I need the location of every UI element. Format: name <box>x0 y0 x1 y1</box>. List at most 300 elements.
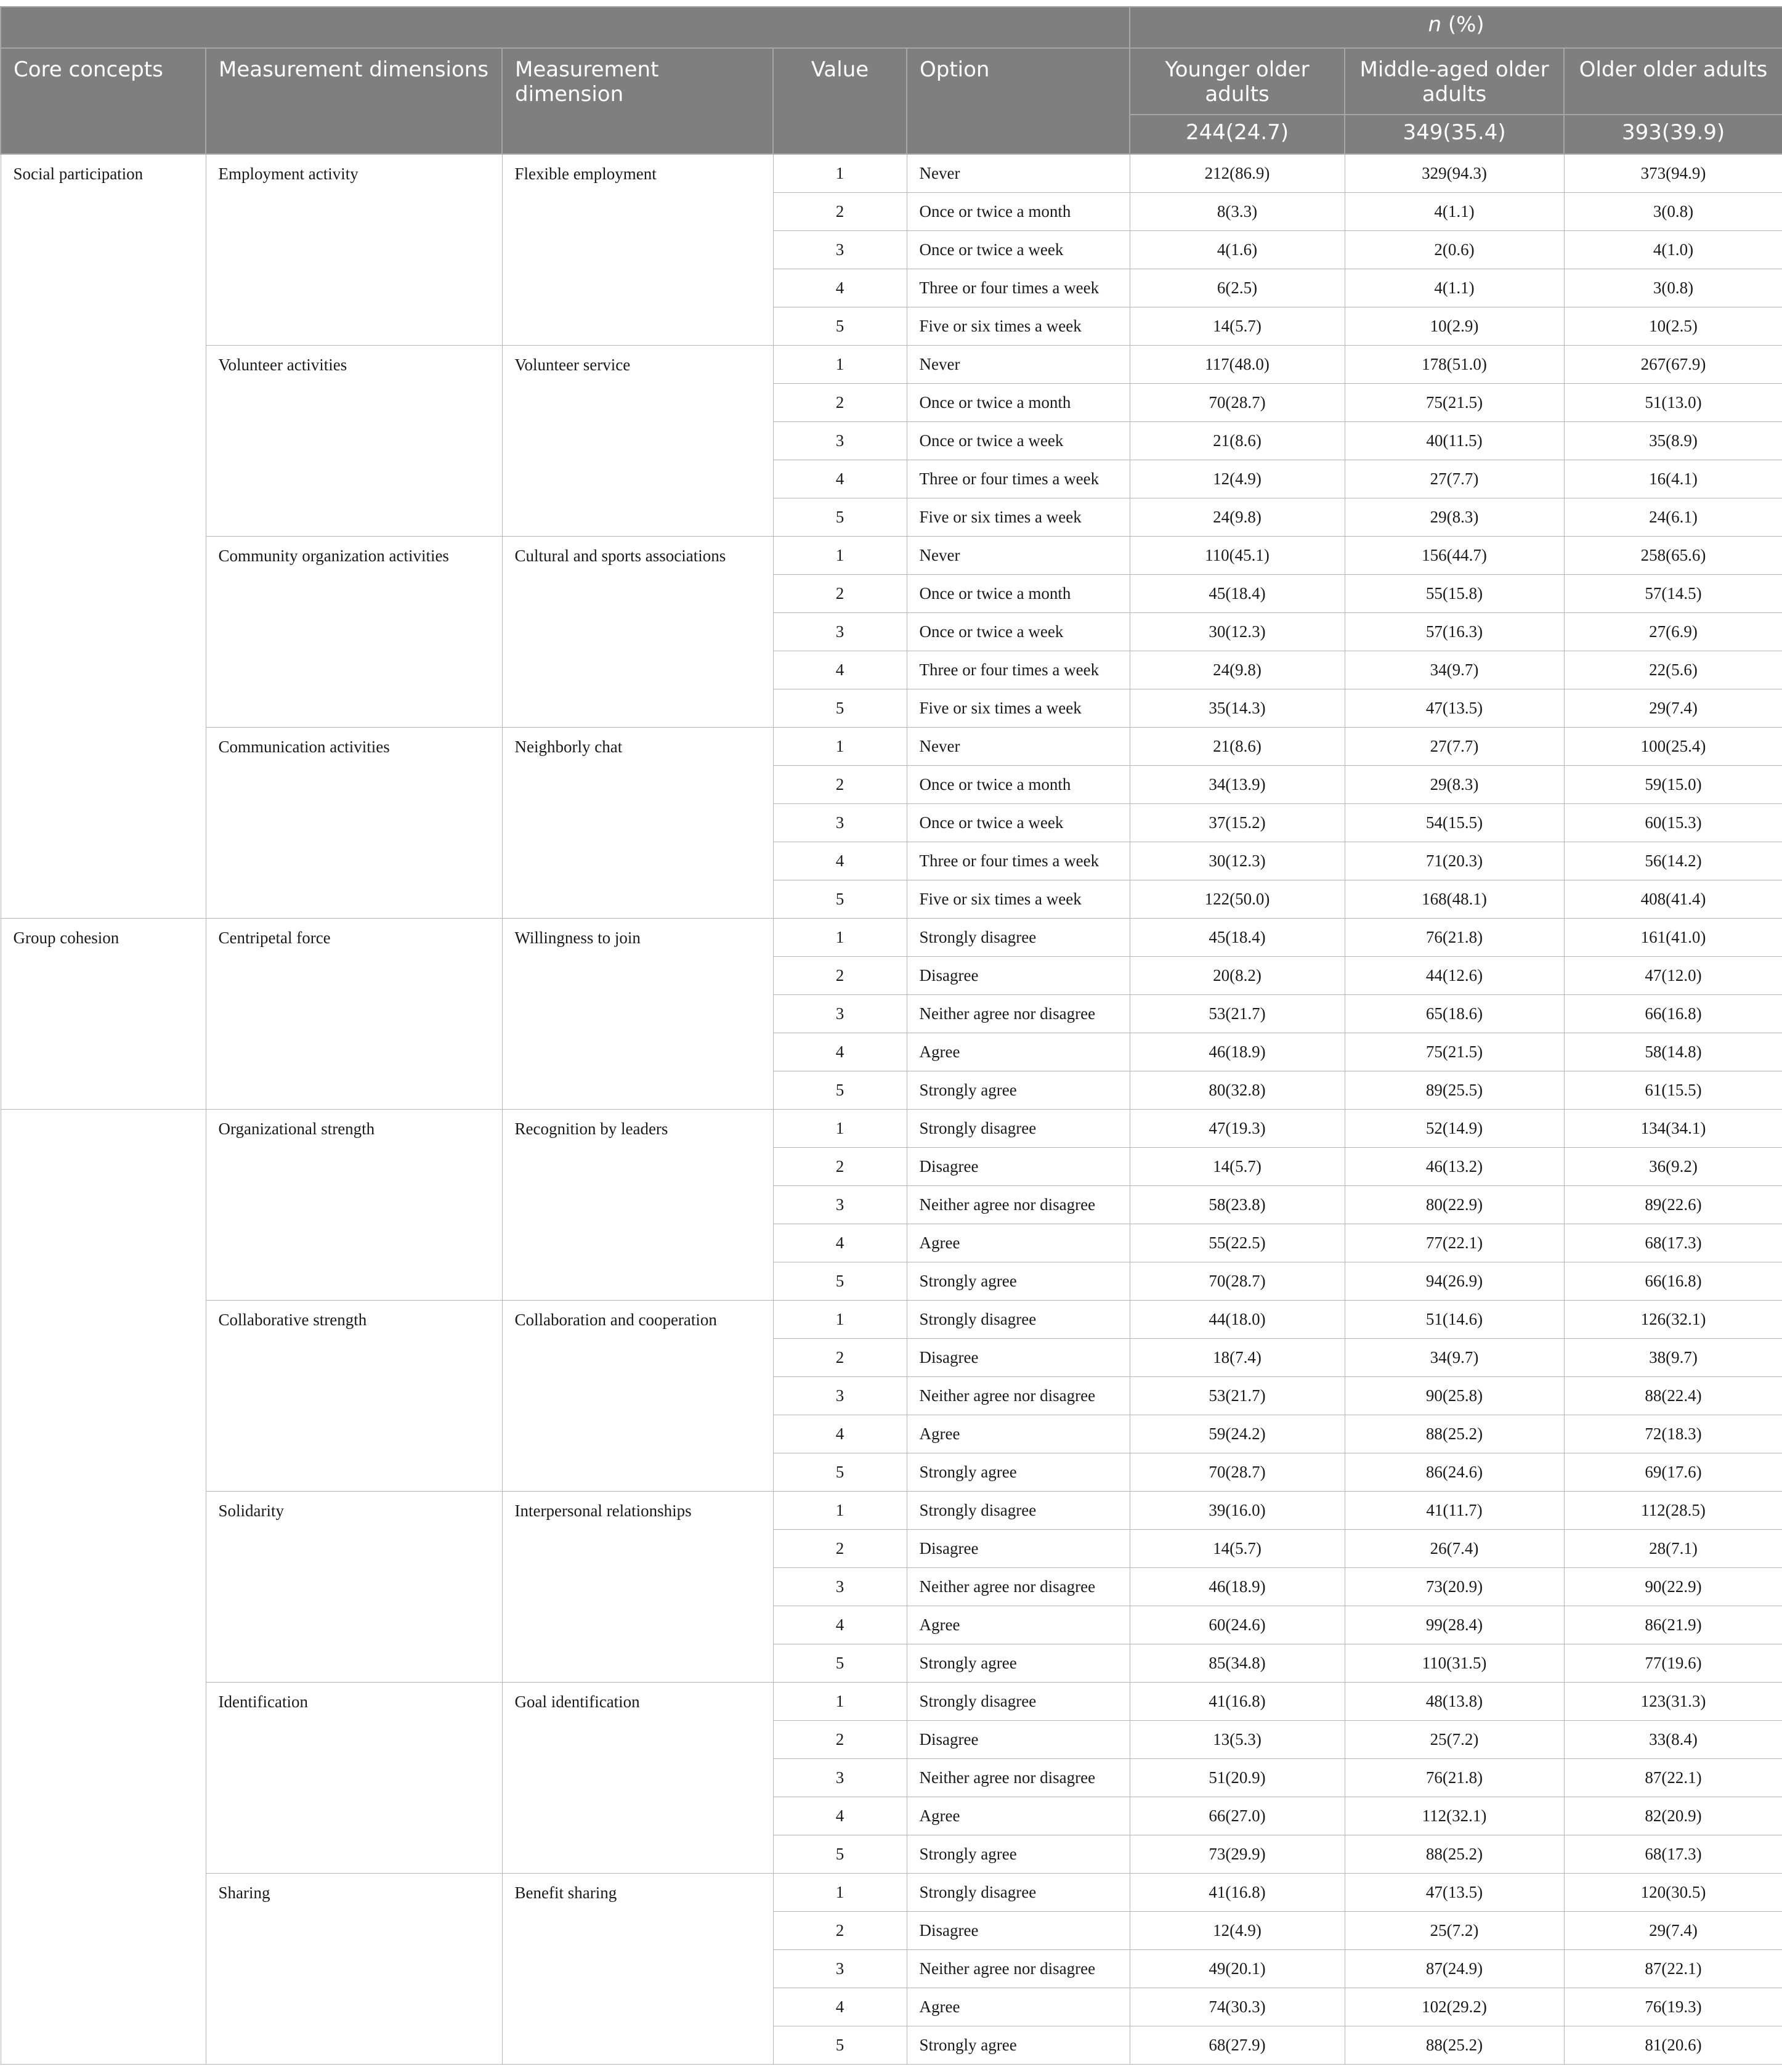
dimension-cell: Communication activities <box>206 728 502 919</box>
older-cell: 61(15.5) <box>1564 1071 1782 1110</box>
middle-cell: 88(25.2) <box>1345 1415 1564 1453</box>
younger-cell: 74(30.3) <box>1130 1988 1345 2026</box>
value-cell: 2 <box>773 1530 907 1568</box>
younger-cell: 34(13.9) <box>1130 766 1345 804</box>
older-cell: 66(16.8) <box>1564 1262 1782 1301</box>
sub-dimension-cell: Interpersonal relationships <box>502 1492 773 1683</box>
younger-cell: 12(4.9) <box>1130 460 1345 498</box>
younger-cell: 66(27.0) <box>1130 1797 1345 1835</box>
older-cell: 56(14.2) <box>1564 842 1782 880</box>
value-cell: 5 <box>773 880 907 919</box>
value-cell: 3 <box>773 1759 907 1797</box>
option-cell: Once or twice a week <box>907 422 1130 460</box>
option-cell: Disagree <box>907 1148 1130 1186</box>
option-cell: Strongly agree <box>907 2026 1130 2065</box>
option-cell: Agree <box>907 1797 1130 1835</box>
value-cell: 4 <box>773 269 907 307</box>
middle-cell: 52(14.9) <box>1345 1110 1564 1148</box>
older-cell: 69(17.6) <box>1564 1453 1782 1492</box>
option-cell: Strongly disagree <box>907 1301 1130 1339</box>
col-header-value: Value <box>773 48 907 154</box>
middle-cell: 94(26.9) <box>1345 1262 1564 1301</box>
middle-cell: 25(7.2) <box>1345 1912 1564 1950</box>
table-body <box>1 154 1782 2065</box>
older-cell: 77(19.6) <box>1564 1644 1782 1683</box>
younger-cell: 14(5.7) <box>1130 1530 1345 1568</box>
option-cell: Three or four times a week <box>907 842 1130 880</box>
middle-cell: 54(15.5) <box>1345 804 1564 842</box>
option-cell: Neither agree nor disagree <box>907 1377 1130 1415</box>
option-cell: Five or six times a week <box>907 689 1130 728</box>
younger-cell: 68(27.9) <box>1130 2026 1345 2065</box>
core-concept-cell: Group cohesion <box>1 919 206 1110</box>
younger-cell: 35(14.3) <box>1130 689 1345 728</box>
middle-cell: 34(9.7) <box>1345 1339 1564 1377</box>
younger-cell: 70(28.7) <box>1130 384 1345 422</box>
younger-cell: 44(18.0) <box>1130 1301 1345 1339</box>
core-concept-cell: Social participation <box>1 154 206 919</box>
value-cell: 4 <box>773 1033 907 1071</box>
value-cell: 5 <box>773 1453 907 1492</box>
middle-cell: 77(22.1) <box>1345 1224 1564 1262</box>
middle-cell: 76(21.8) <box>1345 1759 1564 1797</box>
middle-cell: 47(13.5) <box>1345 1874 1564 1912</box>
value-cell: 5 <box>773 1262 907 1301</box>
older-cell: 88(22.4) <box>1564 1377 1782 1415</box>
value-cell: 4 <box>773 1224 907 1262</box>
value-cell: 4 <box>773 1797 907 1835</box>
middle-cell: 88(25.2) <box>1345 2026 1564 2065</box>
option-cell: Once or twice a month <box>907 193 1130 231</box>
data-table-container <box>0 6 1782 2065</box>
sub-dimension-cell: Benefit sharing <box>502 1874 773 2065</box>
younger-cell: 6(2.5) <box>1130 269 1345 307</box>
younger-cell: 117(48.0) <box>1130 346 1345 384</box>
middle-cell: 168(48.1) <box>1345 880 1564 919</box>
younger-cell: 12(4.9) <box>1130 1912 1345 1950</box>
middle-cell: 75(21.5) <box>1345 1033 1564 1071</box>
younger-cell: 4(1.6) <box>1130 231 1345 269</box>
sub-dimension-cell: Collaboration and cooperation <box>502 1301 773 1492</box>
middle-cell: 40(11.5) <box>1345 422 1564 460</box>
option-cell: Disagree <box>907 957 1130 995</box>
middle-cell: 110(31.5) <box>1345 1644 1564 1683</box>
option-cell: Strongly agree <box>907 1835 1130 1874</box>
option-cell: Strongly disagree <box>907 1874 1130 1912</box>
option-cell: Once or twice a week <box>907 804 1130 842</box>
value-cell: 1 <box>773 1110 907 1148</box>
table-row <box>1 537 1782 575</box>
middle-cell: 27(7.7) <box>1345 728 1564 766</box>
older-cell: 408(41.4) <box>1564 880 1782 919</box>
middle-cell: 47(13.5) <box>1345 689 1564 728</box>
middle-cell: 4(1.1) <box>1345 193 1564 231</box>
older-cell: 134(34.1) <box>1564 1110 1782 1148</box>
value-cell: 3 <box>773 804 907 842</box>
older-cell: 47(12.0) <box>1564 957 1782 995</box>
younger-cell: 46(18.9) <box>1130 1568 1345 1606</box>
older-cell: 120(30.5) <box>1564 1874 1782 1912</box>
middle-cell: 102(29.2) <box>1345 1988 1564 2026</box>
value-cell: 1 <box>773 346 907 384</box>
middle-cell: 80(22.9) <box>1345 1186 1564 1224</box>
option-cell: Strongly disagree <box>907 1683 1130 1721</box>
col-header-core-concepts: Core concepts <box>1 48 206 154</box>
core-concept-cell <box>1 1110 206 2065</box>
col-header-option: Option <box>907 48 1130 154</box>
younger-cell: 73(29.9) <box>1130 1835 1345 1874</box>
older-cell: 66(16.8) <box>1564 995 1782 1033</box>
middle-cell: 4(1.1) <box>1345 269 1564 307</box>
middle-cell: 57(16.3) <box>1345 613 1564 651</box>
value-cell: 5 <box>773 1835 907 1874</box>
value-cell: 1 <box>773 1683 907 1721</box>
value-cell: 2 <box>773 1339 907 1377</box>
option-cell: Never <box>907 537 1130 575</box>
table-row <box>1 728 1782 766</box>
option-cell: Never <box>907 154 1130 193</box>
middle-cell: 26(7.4) <box>1345 1530 1564 1568</box>
older-cell: 76(19.3) <box>1564 1988 1782 2026</box>
value-cell: 5 <box>773 307 907 346</box>
option-cell: Five or six times a week <box>907 880 1130 919</box>
table-row <box>1 1301 1782 1339</box>
value-cell: 3 <box>773 1186 907 1224</box>
older-cell: 3(0.8) <box>1564 269 1782 307</box>
sub-dimension-cell: Cultural and sports associations <box>502 537 773 728</box>
value-cell: 4 <box>773 1988 907 2026</box>
middle-cell: 112(32.1) <box>1345 1797 1564 1835</box>
value-cell: 3 <box>773 1568 907 1606</box>
older-cell: 27(6.9) <box>1564 613 1782 651</box>
table-header <box>1 7 1782 154</box>
younger-cell: 55(22.5) <box>1130 1224 1345 1262</box>
older-cell: 29(7.4) <box>1564 689 1782 728</box>
younger-cell: 46(18.9) <box>1130 1033 1345 1071</box>
option-cell: Agree <box>907 1606 1130 1644</box>
header-n-label: n <box>1428 12 1441 37</box>
header-group-row <box>1 7 1782 48</box>
option-cell: Strongly agree <box>907 1262 1130 1301</box>
older-cell: 35(8.9) <box>1564 422 1782 460</box>
option-cell: Once or twice a month <box>907 766 1130 804</box>
option-cell: Once or twice a month <box>907 575 1130 613</box>
option-cell: Three or four times a week <box>907 651 1130 689</box>
middle-cell: 76(21.8) <box>1345 919 1564 957</box>
col-header-middle: Middle-aged older adults <box>1345 48 1564 115</box>
value-cell: 5 <box>773 2026 907 2065</box>
younger-cell: 21(8.6) <box>1130 728 1345 766</box>
older-cell: 10(2.5) <box>1564 307 1782 346</box>
sub-dimension-cell: Recognition by leaders <box>502 1110 773 1301</box>
table-row <box>1 1683 1782 1721</box>
dimension-cell: Solidarity <box>206 1492 502 1683</box>
younger-cell: 110(45.1) <box>1130 537 1345 575</box>
younger-cell: 45(18.4) <box>1130 919 1345 957</box>
younger-cell: 14(5.7) <box>1130 1148 1345 1186</box>
younger-cell: 8(3.3) <box>1130 193 1345 231</box>
table-row <box>1 1492 1782 1530</box>
option-cell: Five or six times a week <box>907 307 1130 346</box>
dimension-cell: Volunteer activities <box>206 346 502 537</box>
middle-cell: 27(7.7) <box>1345 460 1564 498</box>
older-cell: 29(7.4) <box>1564 1912 1782 1950</box>
middle-cell: 73(20.9) <box>1345 1568 1564 1606</box>
sub-dimension-cell: Flexible employment <box>502 154 773 346</box>
older-cell: 82(20.9) <box>1564 1797 1782 1835</box>
older-cell: 112(28.5) <box>1564 1492 1782 1530</box>
dimension-cell: Centripetal force <box>206 919 502 1110</box>
older-cell: 33(8.4) <box>1564 1721 1782 1759</box>
middle-cell: 329(94.3) <box>1345 154 1564 193</box>
option-cell: Neither agree nor disagree <box>907 995 1130 1033</box>
middle-cell: 41(11.7) <box>1345 1492 1564 1530</box>
middle-cell: 29(8.3) <box>1345 498 1564 537</box>
older-cell: 16(4.1) <box>1564 460 1782 498</box>
sub-dimension-cell: Volunteer service <box>502 346 773 537</box>
value-cell: 3 <box>773 1950 907 1988</box>
older-cell: 81(20.6) <box>1564 2026 1782 2065</box>
dimension-cell: Sharing <box>206 1874 502 2065</box>
older-cell: 89(22.6) <box>1564 1186 1782 1224</box>
value-cell: 3 <box>773 231 907 269</box>
middle-cell: 87(24.9) <box>1345 1950 1564 1988</box>
value-cell: 2 <box>773 575 907 613</box>
sub-dimension-cell: Willingness to join <box>502 919 773 1110</box>
option-cell: Strongly agree <box>907 1644 1130 1683</box>
younger-cell: 80(32.8) <box>1130 1071 1345 1110</box>
older-cell: 4(1.0) <box>1564 231 1782 269</box>
option-cell: Neither agree nor disagree <box>907 1759 1130 1797</box>
value-cell: 1 <box>773 919 907 957</box>
younger-cell: 58(23.8) <box>1130 1186 1345 1224</box>
middle-cell: 48(13.8) <box>1345 1683 1564 1721</box>
middle-cell: 29(8.3) <box>1345 766 1564 804</box>
value-cell: 2 <box>773 1721 907 1759</box>
option-cell: Three or four times a week <box>907 269 1130 307</box>
younger-cell: 70(28.7) <box>1130 1262 1345 1301</box>
sub-dimension-cell: Neighborly chat <box>502 728 773 919</box>
younger-cell: 51(20.9) <box>1130 1759 1345 1797</box>
dimension-cell: Community organization activities <box>206 537 502 728</box>
value-cell: 1 <box>773 1492 907 1530</box>
middle-cell: 55(15.8) <box>1345 575 1564 613</box>
value-cell: 2 <box>773 384 907 422</box>
dimension-cell: Employment activity <box>206 154 502 346</box>
value-cell: 2 <box>773 957 907 995</box>
older-cell: 90(22.9) <box>1564 1568 1782 1606</box>
younger-cell: 41(16.8) <box>1130 1683 1345 1721</box>
older-cell: 126(32.1) <box>1564 1301 1782 1339</box>
older-cell: 72(18.3) <box>1564 1415 1782 1453</box>
sub-dimension-cell: Goal identification <box>502 1683 773 1874</box>
value-cell: 1 <box>773 1874 907 1912</box>
option-cell: Agree <box>907 1415 1130 1453</box>
older-cell: 24(6.1) <box>1564 498 1782 537</box>
option-cell: Three or four times a week <box>907 460 1130 498</box>
table-row <box>1 154 1782 193</box>
younger-cell: 60(24.6) <box>1130 1606 1345 1644</box>
middle-cell: 71(20.3) <box>1345 842 1564 880</box>
older-cell: 28(7.1) <box>1564 1530 1782 1568</box>
option-cell: Strongly disagree <box>907 1492 1130 1530</box>
older-cell: 68(17.3) <box>1564 1224 1782 1262</box>
value-cell: 2 <box>773 193 907 231</box>
value-cell: 4 <box>773 651 907 689</box>
option-cell: Disagree <box>907 1912 1130 1950</box>
older-cell: 161(41.0) <box>1564 919 1782 957</box>
younger-cell: 122(50.0) <box>1130 880 1345 919</box>
older-cell: 373(94.9) <box>1564 154 1782 193</box>
middle-cell: 2(0.6) <box>1345 231 1564 269</box>
value-cell: 2 <box>773 1148 907 1186</box>
older-cell: 3(0.8) <box>1564 193 1782 231</box>
younger-cell: 70(28.7) <box>1130 1453 1345 1492</box>
col-header-measurement-dimensions: Measurement dimensions <box>206 48 502 154</box>
option-cell: Strongly agree <box>907 1071 1130 1110</box>
older-cell: 51(13.0) <box>1564 384 1782 422</box>
option-cell: Never <box>907 728 1130 766</box>
middle-cell: 90(25.8) <box>1345 1377 1564 1415</box>
middle-cell: 75(21.5) <box>1345 384 1564 422</box>
value-cell: 1 <box>773 1301 907 1339</box>
header-percent-label: (%) <box>1448 12 1484 37</box>
value-cell: 2 <box>773 1912 907 1950</box>
younger-cell: 13(5.3) <box>1130 1721 1345 1759</box>
option-cell: Disagree <box>907 1339 1130 1377</box>
dimension-cell: Collaborative strength <box>206 1301 502 1492</box>
option-cell: Agree <box>907 1988 1130 2026</box>
middle-cell: 156(44.7) <box>1345 537 1564 575</box>
younger-cell: 39(16.0) <box>1130 1492 1345 1530</box>
younger-cell: 24(9.8) <box>1130 498 1345 537</box>
younger-cell: 20(8.2) <box>1130 957 1345 995</box>
middle-cell: 89(25.5) <box>1345 1071 1564 1110</box>
middle-cell: 34(9.7) <box>1345 651 1564 689</box>
middle-cell: 99(28.4) <box>1345 1606 1564 1644</box>
option-cell: Strongly disagree <box>907 1110 1130 1148</box>
older-cell: 267(67.9) <box>1564 346 1782 384</box>
value-cell: 1 <box>773 537 907 575</box>
dimension-cell: Identification <box>206 1683 502 1874</box>
older-cell: 36(9.2) <box>1564 1148 1782 1186</box>
middle-cell: 25(7.2) <box>1345 1721 1564 1759</box>
total-younger: 244(24.7) <box>1130 115 1345 154</box>
col-header-measurement-dimension: Measurement dimension <box>502 48 773 154</box>
younger-cell: 24(9.8) <box>1130 651 1345 689</box>
value-cell: 4 <box>773 1415 907 1453</box>
option-cell: Strongly disagree <box>907 919 1130 957</box>
option-cell: Agree <box>907 1033 1130 1071</box>
option-cell: Neither agree nor disagree <box>907 1568 1130 1606</box>
younger-cell: 37(15.2) <box>1130 804 1345 842</box>
middle-cell: 88(25.2) <box>1345 1835 1564 1874</box>
older-cell: 60(15.3) <box>1564 804 1782 842</box>
value-cell: 3 <box>773 613 907 651</box>
option-cell: Neither agree nor disagree <box>907 1950 1130 1988</box>
option-cell: Neither agree nor disagree <box>907 1186 1130 1224</box>
table-row <box>1 1110 1782 1148</box>
older-cell: 22(5.6) <box>1564 651 1782 689</box>
older-cell: 38(9.7) <box>1564 1339 1782 1377</box>
col-header-older: Older older adults <box>1564 48 1782 115</box>
older-cell: 87(22.1) <box>1564 1950 1782 1988</box>
younger-cell: 85(34.8) <box>1130 1644 1345 1683</box>
younger-cell: 30(12.3) <box>1130 842 1345 880</box>
middle-cell: 10(2.9) <box>1345 307 1564 346</box>
option-cell: Five or six times a week <box>907 498 1130 537</box>
value-cell: 3 <box>773 1377 907 1415</box>
younger-cell: 18(7.4) <box>1130 1339 1345 1377</box>
header-columns-row <box>1 48 1782 115</box>
value-cell: 2 <box>773 766 907 804</box>
option-cell: Strongly agree <box>907 1453 1130 1492</box>
older-cell: 57(14.5) <box>1564 575 1782 613</box>
value-cell: 4 <box>773 460 907 498</box>
data-table <box>0 6 1782 2065</box>
older-cell: 68(17.3) <box>1564 1835 1782 1874</box>
middle-cell: 65(18.6) <box>1345 995 1564 1033</box>
younger-cell: 212(86.9) <box>1130 154 1345 193</box>
value-cell: 5 <box>773 1644 907 1683</box>
younger-cell: 30(12.3) <box>1130 613 1345 651</box>
value-cell: 3 <box>773 422 907 460</box>
total-middle: 349(35.4) <box>1345 115 1564 154</box>
option-cell: Once or twice a week <box>907 613 1130 651</box>
older-cell: 87(22.1) <box>1564 1759 1782 1797</box>
middle-cell: 44(12.6) <box>1345 957 1564 995</box>
table-row <box>1 919 1782 957</box>
younger-cell: 53(21.7) <box>1130 995 1345 1033</box>
header-blank-cell <box>1 7 1130 48</box>
header-n-percent <box>1130 7 1782 48</box>
younger-cell: 14(5.7) <box>1130 307 1345 346</box>
value-cell: 5 <box>773 498 907 537</box>
older-cell: 123(31.3) <box>1564 1683 1782 1721</box>
value-cell: 1 <box>773 728 907 766</box>
middle-cell: 51(14.6) <box>1345 1301 1564 1339</box>
younger-cell: 49(20.1) <box>1130 1950 1345 1988</box>
value-cell: 1 <box>773 154 907 193</box>
younger-cell: 21(8.6) <box>1130 422 1345 460</box>
younger-cell: 45(18.4) <box>1130 575 1345 613</box>
option-cell: Disagree <box>907 1530 1130 1568</box>
middle-cell: 46(13.2) <box>1345 1148 1564 1186</box>
younger-cell: 41(16.8) <box>1130 1874 1345 1912</box>
option-cell: Never <box>907 346 1130 384</box>
older-cell: 86(21.9) <box>1564 1606 1782 1644</box>
younger-cell: 47(19.3) <box>1130 1110 1345 1148</box>
older-cell: 258(65.6) <box>1564 537 1782 575</box>
younger-cell: 59(24.2) <box>1130 1415 1345 1453</box>
table-row <box>1 346 1782 384</box>
middle-cell: 178(51.0) <box>1345 346 1564 384</box>
total-older: 393(39.9) <box>1564 115 1782 154</box>
younger-cell: 53(21.7) <box>1130 1377 1345 1415</box>
older-cell: 100(25.4) <box>1564 728 1782 766</box>
older-cell: 59(15.0) <box>1564 766 1782 804</box>
value-cell: 3 <box>773 995 907 1033</box>
option-cell: Agree <box>907 1224 1130 1262</box>
value-cell: 5 <box>773 1071 907 1110</box>
value-cell: 4 <box>773 842 907 880</box>
value-cell: 5 <box>773 689 907 728</box>
value-cell: 4 <box>773 1606 907 1644</box>
dimension-cell: Organizational strength <box>206 1110 502 1301</box>
middle-cell: 86(24.6) <box>1345 1453 1564 1492</box>
older-cell: 58(14.8) <box>1564 1033 1782 1071</box>
option-cell: Disagree <box>907 1721 1130 1759</box>
